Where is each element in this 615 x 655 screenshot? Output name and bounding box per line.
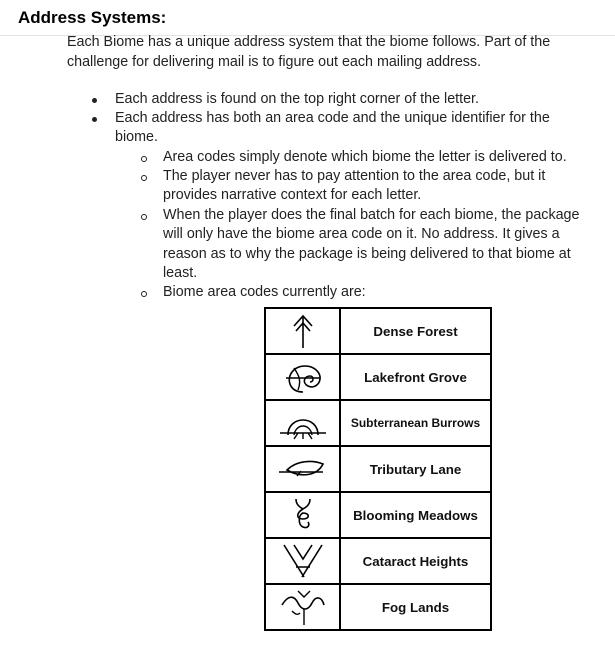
- sub-bullet-circle: [141, 291, 147, 297]
- biome-name: Blooming Meadows: [340, 492, 491, 538]
- sub-bullet-item-1: Area codes simply denote which biome the letter is delivered to.: [163, 149, 567, 165]
- table-row: [265, 400, 491, 446]
- sub-bullet-circle: [141, 156, 147, 162]
- looped-stem-symbol-icon: [288, 495, 318, 535]
- biome-name: Fog Lands: [340, 584, 491, 630]
- symbol-cell: [265, 492, 340, 538]
- table-row: [265, 308, 491, 354]
- crossed-peaks-symbol-icon: [280, 541, 326, 581]
- symbol-cell: [265, 308, 340, 354]
- sub-bullet-circle: [141, 214, 147, 220]
- section-heading: Address Systems:: [18, 8, 167, 27]
- table-row: [265, 584, 491, 630]
- biome-name: Subterranean Burrows: [340, 400, 491, 446]
- biome-name: Lakefront Grove: [340, 354, 491, 400]
- sub-bullet-circle: [141, 175, 147, 181]
- table-row: [265, 538, 491, 584]
- symbol-cell: [265, 584, 340, 630]
- table-row: [265, 354, 491, 400]
- symbol-cell: [265, 538, 340, 584]
- symbol-cell: [265, 446, 340, 492]
- symbol-cell: [265, 400, 340, 446]
- arch-symbol-icon: [278, 405, 328, 441]
- biome-name: Dense Forest: [340, 308, 491, 354]
- arrow-up-symbol-icon: [288, 312, 318, 350]
- sub-bullet-item-4: Biome area codes currently are:: [163, 284, 366, 300]
- biome-name: Cataract Heights: [340, 538, 491, 584]
- symbol-cell: [265, 354, 340, 400]
- bullet-disc: [92, 98, 97, 103]
- bullet-item-1: Each address is found on the top right corner of the letter.: [115, 91, 479, 107]
- biome-name: Tributary Lane: [340, 446, 491, 492]
- sub-bullet-item-2: The player never has to pay attention to the area code, but it provides narrative context for each letter.: [163, 168, 546, 204]
- leaf-symbol-icon: [277, 454, 329, 484]
- table-row: [265, 446, 491, 492]
- sub-bullet-item-3: When the player does the final batch for each biome, the package will only have the biome area code on it. No address. It gives a reason as to why the package is being delivered to that biome at least.: [163, 207, 580, 281]
- biome-area-code-table: [264, 307, 492, 631]
- bullet-item-2: Each address has both an area code and the unique identifier for the biome.: [115, 110, 550, 146]
- wave-symbol-icon: [278, 587, 328, 627]
- bullet-disc: [92, 117, 97, 122]
- intro-paragraph: Each Biome has a unique address system that the biome follows. Part of the challenge for delivering mail is to figure out each mailing address.: [67, 34, 551, 70]
- table-row: [265, 492, 491, 538]
- swirl-symbol-icon: [280, 358, 326, 396]
